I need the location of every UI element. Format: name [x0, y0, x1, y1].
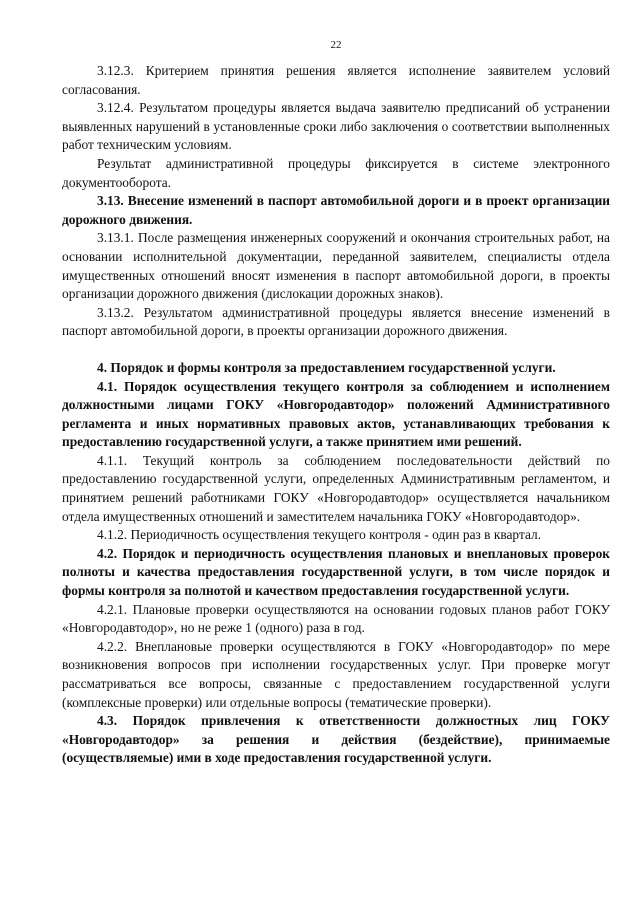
- paragraph: 4.2.2. Внеплановые проверки осуществляются в ГОКУ «Новгородавтодор» по мере возникновения вопросов при исполнении государственных услуг. При проверке могут рассматриваться все вопросы, связанные с предоставлением государственной услуги (комплексные проверки) или отдельные вопросы (тематические проверки).: [62, 638, 610, 710]
- paragraph: 3.13.1. После размещения инженерных сооружений и окончания строительных работ, на основании исполнительной документации, переданной заявителем, специалисты отдела имущественных отношений вносят изменения в паспорт автомобильной дороги, в проекты организации дорожного движения (дислокации дорожных знаков).: [62, 230, 610, 302]
- paragraph: 4.1.1. Текущий контроль за соблюдением последовательности действий по предоставлению государственной услуги, определенных Административным регламентом, и принятием решений работниками ГОКУ «Новгородавтодор» осуществляется начальником отдела имущественных отношений и заместителем начальника ГОКУ «Новгородавтодор».: [62, 452, 610, 524]
- section-heading: 3.13. Внесение изменений в паспорт автомобильной дороги и в проект организации дорожного движения.: [62, 193, 610, 227]
- section-heading: 4.3. Порядок привлечения к ответственности должностных лиц ГОКУ «Новгородавтодор» за решения и действия (бездействие), принимаемые (осуществляемые) ими в ходе предоставления государственной услуги.: [62, 713, 610, 766]
- paragraph: 3.13.2. Результатом административной процедуры является внесение изменений в паспорт автомобильной дороги, в проекты организации дорожного движения.: [62, 304, 610, 339]
- section-heading: 4.1. Порядок осуществления текущего контроля за соблюдением и исполнением должностными лицами ГОКУ «Новгородавтодор» положений Административного регламента и иных нормативных правовых актов, устанавливающих требования к предоставлению государственной услуги, а также принятием ими решений.: [62, 378, 610, 450]
- paragraph: 4.1.2. Периодичность осуществления текущего контроля - один раз в квартал.: [97, 527, 542, 543]
- section-heading: 4. Порядок и формы контроля за предоставлением государственной услуги.: [97, 359, 556, 375]
- paragraph: Результат административной процедуры фиксируется в системе электронного документооборота.: [62, 155, 610, 190]
- section-heading: 4.2. Порядок и периодичность осуществления плановых и внеплановых проверок полноты и качества предоставления государственной услуги, в том числе порядок и формы контроля за полнотой и качеством предоставления государственной услуги.: [62, 545, 610, 599]
- page-number: 22: [330, 39, 342, 51]
- paragraph: 3.12.3. Критерием принятия решения является исполнение заявителем условий согласования.: [62, 63, 610, 97]
- section-spacer: [62, 341, 610, 359]
- paragraph: 3.12.4. Результатом процедуры является выдача заявителю предписаний об устранении выявленных нарушений в установленные сроки либо заключения о соответствии выполненных работ техническим условиям.: [62, 100, 610, 153]
- document-body: [62, 62, 610, 768]
- paragraph: 4.2.1. Плановые проверки осуществляются на основании годовых планов работ ГОКУ «Новгородавтодор», но не реже 1 (одного) раза в год.: [62, 601, 610, 636]
